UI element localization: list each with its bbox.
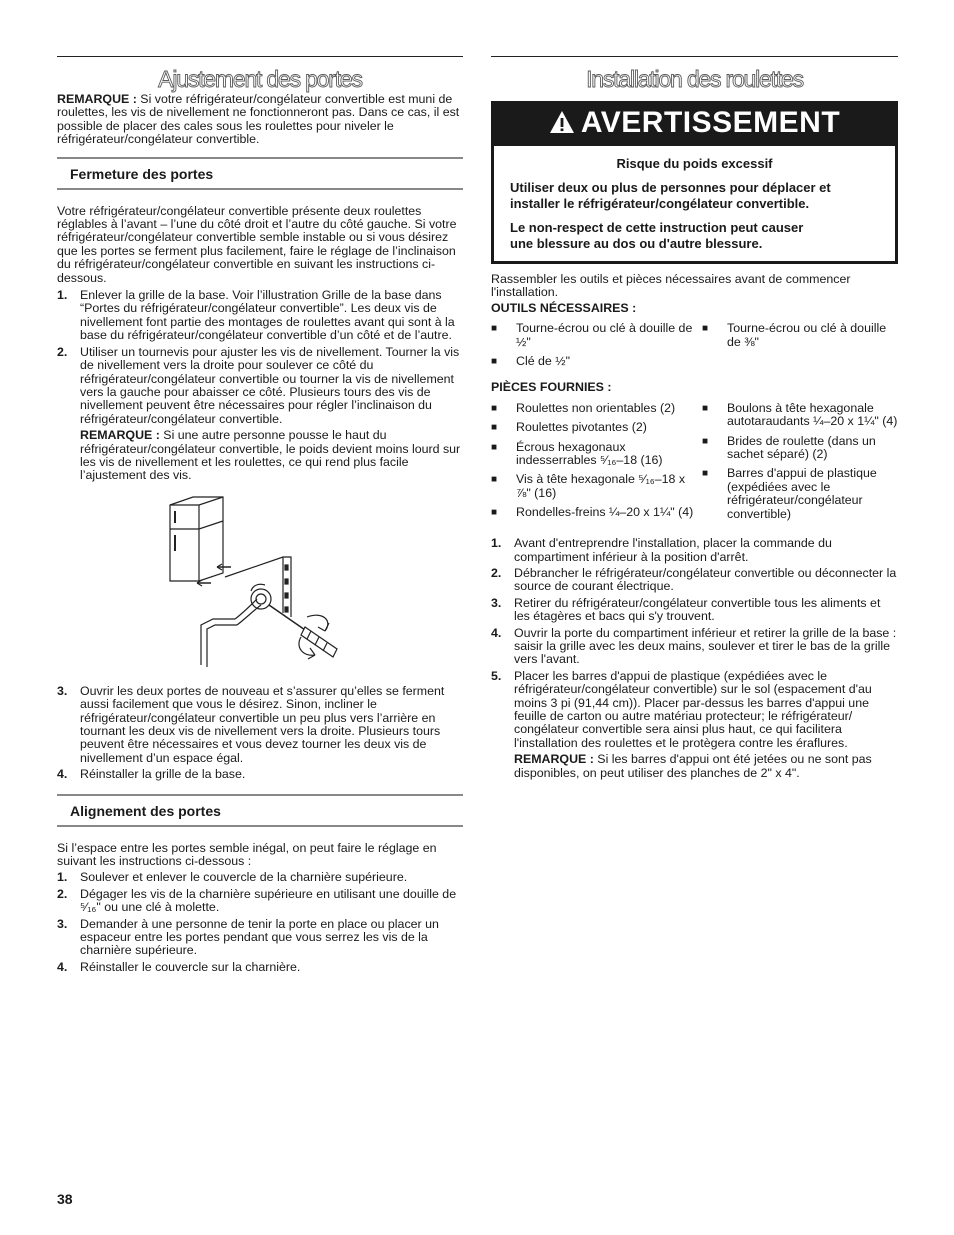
installation-steps-list [491, 537, 898, 780]
tools-list [491, 322, 898, 374]
step-note: REMARQUE : Si une autre personne pousse le haut du réfrigérateur/congélateur convertible, le poids devient moins lourd sur les vis de nivellement et les roulettes, ce qui rend plus facile l’ajustement des vis. [80, 428, 461, 483]
door-adjustment-note [57, 93, 463, 147]
list-item: 4. Réinstaller le couvercle sur la charnière. [57, 959, 301, 974]
list-item: 1. Soulever et enlever le couvercle de la charnière supérieure. [57, 870, 408, 885]
closing-doors-intro: Votre réfrigérateur/congélateur convertible présente deux roulettes réglables à l’avant – l’une du côté droit et l’autre du côté gauche. Si votre réfrigérateur/congélateur convertible semble instable ou si vous désirez que les portes se ferment plus facilement, faire le réglage de l’inclinaison du réfrigérateur/congélateur convertible en suivant les instructions ci-dessous. [57, 203, 457, 285]
list-item: ■ Boulons à tête hexagonale autotaraudants ¼–20 x 1¼" (4) [702, 400, 898, 429]
list-item: ■ Clé de ½" [491, 354, 570, 369]
parts-list [491, 402, 898, 527]
list-item: 2. Utiliser un tournevis pour ajuster les vis de nivellement. Tourner la vis de nivellement vers la droite pour soulever ce côté du réfrigérateur/congélateur convertible ou tourner la vis de nivellement vers la gauche pour abaisser ce côté. Plusieurs tours des vis de nivellement peuvent être nécessaires pour régler l’inclinaison du réfrigérateur/congélateur convertible. REMARQUE : Si une autre personne pousse le haut du réfrigérateur/congélateur convertible, le poids devient moins lourd sur les vis de nivellement et les roulettes, ce qui rend plus facile l’ajustement des vis. [57, 346, 463, 483]
door-adjustment-title: Ajustement des portes [158, 66, 362, 92]
list-item: ■ Rondelles-freins ¼–20 x 1¼" (4) [491, 505, 694, 520]
step-note: REMARQUE : Si les barres d'appui ont été jetées ou ne sont pas disponibles, on peut utiliser des planches de 2" x 4". [514, 752, 872, 780]
warning-line-2: Le non-respect de cette instruction peut causer une blessure au dos ou d'autre blessure. [510, 220, 804, 251]
list-item: ■ Barres d'appui de plastique (expédiées avec le réfrigérateur/congélateur convertible) [702, 466, 877, 521]
list-item: 2. Débrancher le réfrigérateur/congélateur convertible ou déconnecter la source de courant électrique. [491, 565, 897, 594]
warning-header [494, 104, 895, 146]
tools-label: OUTILS NÉCESSAIRES : [491, 300, 637, 315]
list-item: 4. Réinstaller la grille de la base. [57, 767, 246, 782]
left-top-rule [57, 56, 463, 57]
door-alignment-heading: Alignement des portes [57, 794, 463, 827]
list-item: 1. Avant d'entreprendre l'installation, placer la commande du compartiment inférieur à la position d'arrêt. [491, 536, 832, 564]
warning-body [494, 146, 895, 261]
list-item: 1. Enlever la grille de la base. Voir l’illustration Grille de la base dans “Portes du réfrigérateur/congélateur convertible”. Les deux vis de nivellement font partie des montages de roulettes avant qui sont à la base du réfrigérateur/congélateur convertible d’un côté et de l’autre. [57, 288, 455, 343]
closing-doors-heading: Fermeture des portes [57, 157, 463, 190]
closing-steps-list [57, 289, 463, 483]
list-item: 4. Ouvrir la porte du compartiment inférieur et retirer la grille de la base : saisir la grille avec les deux mains, soulever et tirer le bas de la grille vers l'avant. [491, 625, 897, 667]
list-item: 5. Placer les barres d'appui de plastique (expédiées avec le réfrigérateur/congélateur convertible) sur le sol (espacement d'au moins 3 pi (91,44 cm)). Placer par-dessus les barres d'appui une feuille de carton ou autre matériau protecteur; le réfrigérateur/ congélateur convertible sera ainsi plus haut, ce qui facilitera l'installation des roulettes et le protègera contre les éraflures. REMARQUE : Si les barres d'appui ont été jetées ou ne sont pas disponibles, on peut utiliser des planches de 2" x 4". [491, 670, 898, 780]
list-item: 3. Ouvrir les deux portes de nouveau et s’assurer qu’elles se ferment aussi facilement que vous le désirez. Sinon, incliner le réfrigérateur/congélateur convertible un peu plus vers l’arrière en tournant les deux vis de nivellement vers la droite. Plusieurs tours peuvent être nécessaires et vous devez tourner les deux vis de nivellement d’un espace égal. [57, 683, 445, 765]
warning-risk: Risque du poids excessif [616, 156, 773, 171]
parts-label: PIÈCES FOURNIES : [491, 380, 612, 395]
right-top-rule [491, 56, 898, 57]
list-item: ■ Écrous hexagonaux indesserrables ⁵⁄₁₆–18 (16) [491, 439, 663, 468]
caster-installation-title: Installation des roulettes [586, 66, 803, 92]
alignment-steps-list [57, 871, 463, 974]
warning-triangle-icon [549, 108, 575, 142]
warning-title: AVERTISSEMENT [580, 106, 841, 139]
page-number: 38 [57, 1191, 73, 1207]
list-item: 3. Retirer du réfrigérateur/congélateur convertible tous les aliments et les étagères et bacs qui s'y trouvent. [491, 595, 881, 624]
list-item: 3. Demander à une personne de tenir la porte en place ou placer un espaceur entre les portes pendant que vous serrez les vis de la charnière supérieure. [57, 916, 439, 958]
right-column [491, 56, 898, 783]
note-text: Si votre réfrigérateur/congélateur convertible est muni de roulettes, les vis de nivellement ne fonctionneront pas. Dans ce cas, il est possible de placer des cales sous les roulettes pour niveler le réfrigérateur/congélateur convertible. [57, 92, 460, 147]
gather-tools-text: Rassembler les outils et pièces nécessaires avant de commencer l'installation. [491, 272, 851, 300]
list-item: ■ Brides de roulette (dans un sachet séparé) (2) [702, 433, 876, 462]
note-label: REMARQUE : [57, 92, 137, 106]
closing-steps-list-continued [57, 685, 463, 782]
warning-line-1: Utiliser deux ou plus de personnes pour déplacer et installer le réfrigérateur/congélateur convertible. [510, 180, 831, 211]
warning-box [491, 101, 898, 264]
list-item: 2. Dégager les vis de la charnière supérieure en utilisant une douille de ⁵⁄₁₆" ou une clé à molette. [57, 886, 457, 915]
list-item: ■ Tourne-écrou ou clé à douille de ⅜" [702, 321, 887, 349]
list-item: ■ Vis à tête hexagonale ⁵⁄₁₆–18 x ⅞" (16) [491, 472, 686, 500]
leveling-screw-illustration [165, 495, 351, 673]
list-item: ■ Roulettes pivotantes (2) [491, 420, 647, 435]
left-column [57, 56, 463, 977]
door-alignment-intro: Si l’espace entre les portes semble inégal, on peut faire le réglage en suivant les instructions ci-dessous : [57, 840, 437, 868]
list-item: ■ Roulettes non orientables (2) [491, 400, 676, 415]
refrigerator-leveling-diagram [165, 495, 351, 673]
list-item: ■ Tourne-écrou ou clé à douille de ½" [491, 321, 693, 349]
